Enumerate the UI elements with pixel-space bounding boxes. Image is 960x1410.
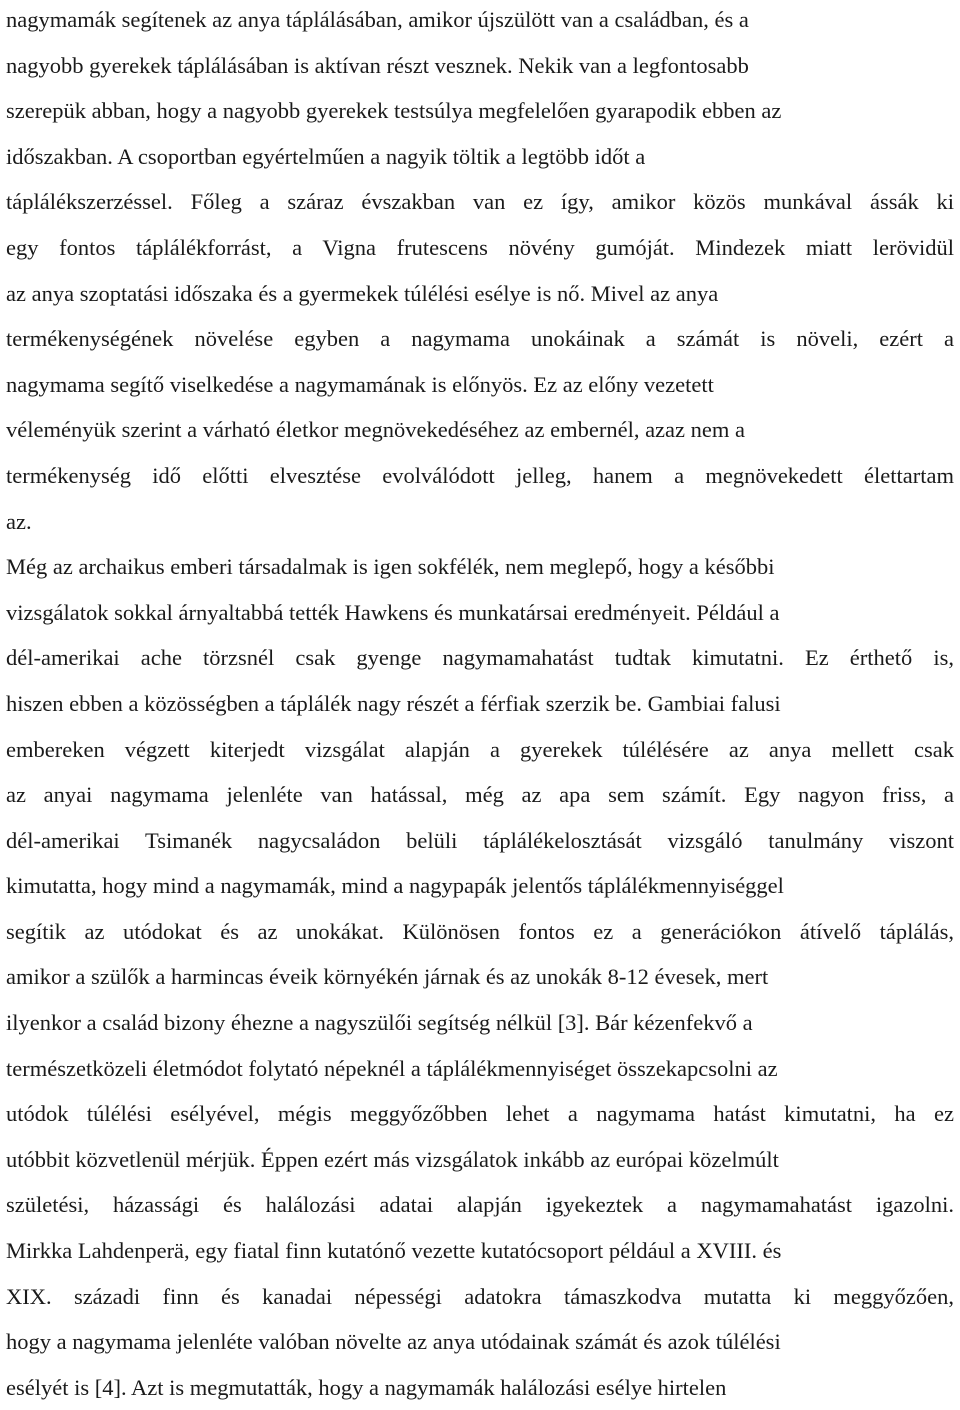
text-line: Mirkka Lahdenperä, egy fiatal finn kutatónő vezette kutatócsoport például a XVIII. és: [6, 1238, 782, 1264]
text-line: hiszen ebben a közösségben a táplálék nagy részét a férfiak szerzik be. Gambiai falusi: [6, 690, 781, 716]
text-line: kimutatta, hogy mind a nagymamák, mind a nagypapák jelentős táplálékmennyiséggel: [6, 873, 784, 899]
text-line: az.: [6, 508, 32, 534]
text-line: időszakban. A csoportban egyértelműen a nagyik töltik a legtöbb időt a: [6, 143, 646, 169]
text-line: utódok túlélési esélyével, mégis meggyőzőbben lehet a nagymama hatást kimutatni, ha ez: [6, 1101, 954, 1127]
text-line: nagymama segítő viselkedése a nagymamának is előnyös. Ez az előny vezetett: [6, 371, 714, 397]
text-line: születési, házassági és halálozási adatai alapján igyekeztek a nagymamahatást igazolni.: [6, 1192, 954, 1218]
text-line: dél-amerikai Tsimanék nagycsaládon belüli táplálékelosztását vizsgáló tanulmány viszont: [6, 827, 954, 853]
text-line: természetközeli életmódot folytató népeknél a táplálékmennyiséget összekapcsolni az: [6, 1055, 778, 1081]
text-line: XIX. századi finn és kanadai népességi adatokra támaszkodva mutatta ki meggyőzően,: [6, 1283, 954, 1309]
text-line: nagyobb gyerekek táplálásában is aktívan részt vesznek. Nekik van a legfontosabb: [6, 52, 749, 78]
text-line: esélyét is [4]. Azt is megmutatták, hogy a nagymamák halálozási esélye hirtelen: [6, 1374, 727, 1400]
text-line: amikor a szülők a harmincas éveik környékén járnak és az unokák 8-12 évesek, mert: [6, 964, 769, 990]
text-line: véleményük szerint a várható életkor megnövekedéséhez az embernél, azaz nem a: [6, 417, 745, 443]
text-line: hogy a nagymama jelenléte valóban növelte az anya utódainak számát és azok túlélési: [6, 1329, 781, 1355]
text-line: táplálékszerzéssel. Főleg a száraz évszakban van ez így, amikor közös munkával ássák ki: [6, 189, 954, 215]
text-line: szerepük abban, hogy a nagyobb gyerekek testsúlya megfelelően gyarapodik ebben az: [6, 98, 782, 124]
text-line: termékenységének növelése egyben a nagymama unokáinak a számát is növeli, ezért a: [6, 326, 954, 352]
body-text: [6, 0, 954, 1410]
text-line: az anya szoptatási időszaka és a gyermekek túlélési esélye is nő. Mivel az anya: [6, 280, 719, 306]
text-line: vizsgálatok sokkal árnyaltabbá tették Hawkens és munkatársai eredményeit. Például a: [6, 599, 780, 625]
text-line: Még az archaikus emberi társadalmak is igen sokfélék, nem meglepő, hogy a későbbi: [6, 554, 775, 580]
text-line: egy fontos táplálékforrást, a Vigna frutescens növény gumóját. Mindezek miatt lerövidül: [6, 234, 954, 260]
text-line: termékenység idő előtti elvesztése evolválódott jelleg, hanem a megnövekedett élettartam: [6, 462, 954, 488]
text-line: ilyenkor a család bizony éhezne a nagyszülői segítség nélkül [3]. Bár kézenfekvő a: [6, 1010, 753, 1036]
text-line: utóbbit közvetlenül mérjük. Éppen ezért más vizsgálatok inkább az európai közelmúlt: [6, 1146, 779, 1172]
text-line: embereken végzett kiterjedt vizsgálat alapján a gyerekek túlélésére az anya mellett csak: [6, 736, 954, 762]
text-line: nagymamák segítenek az anya táplálásában, amikor újszülött van a családban, és a: [6, 7, 749, 32]
text-line: segítik az utódokat és az unokákat. Különösen fontos ez a generációkon átívelő táplálás,: [6, 918, 954, 944]
text-line: az anyai nagymama jelenléte van hatással, még az apa sem számít. Egy nagyon friss, a: [6, 782, 954, 808]
text-line: dél-amerikai ache törzsnél csak gyenge nagymamahatást tudtak kimutatni. Ez érthető is,: [6, 645, 954, 671]
